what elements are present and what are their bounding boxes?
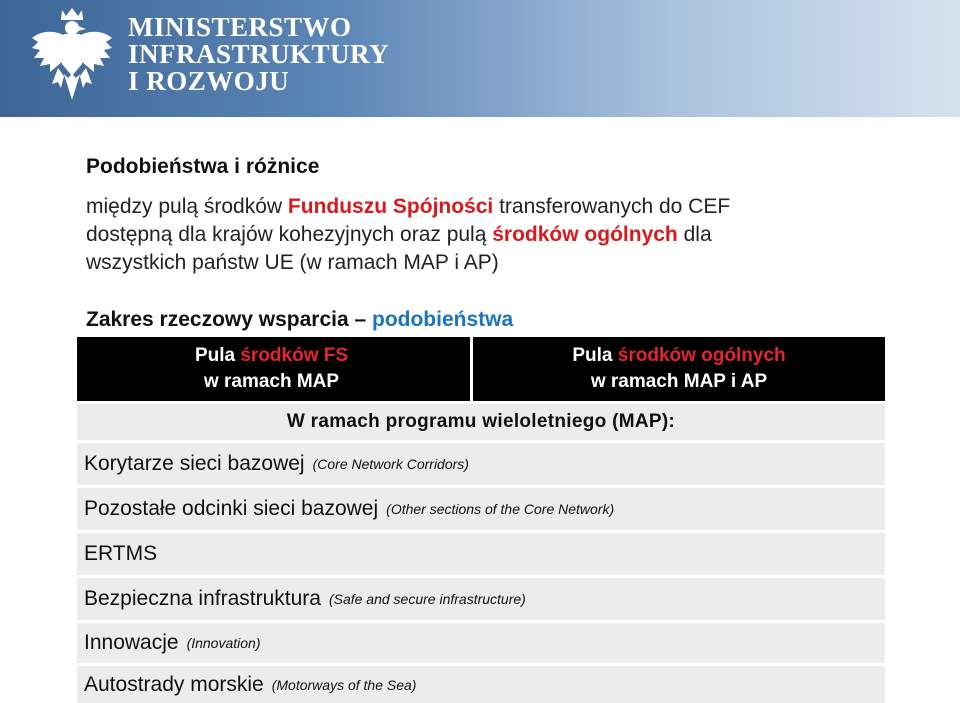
row-label: Innowacje <box>84 631 179 654</box>
row-label: Korytarze sieci bazowej <box>84 452 305 475</box>
table-row <box>77 440 885 485</box>
row-note: (Other sections of the Core Network) <box>386 501 615 517</box>
table-row <box>77 530 885 575</box>
intro-text-part: między pulą środków <box>86 195 288 218</box>
intro-line-1 <box>86 193 906 221</box>
general-funds-highlight: środków ogólnych <box>492 223 678 246</box>
header-highlight: środków ogólnych <box>617 345 786 366</box>
header-line <box>77 343 466 369</box>
ministry-line-2: INFRASTRUKTURY <box>128 39 390 69</box>
row-label: Pozostałe odcinki sieci bazowej <box>84 497 379 520</box>
row-note: (Motorways of the Sea) <box>271 677 417 693</box>
header-line: w ramach MAP <box>203 371 340 392</box>
row-note: (Core Network Corridors) <box>312 456 469 472</box>
intro-line-3: wszystkich państw UE (w ramach MAP i AP) <box>86 251 499 274</box>
header-text: Pula <box>194 345 241 366</box>
row-note: (Innovation) <box>186 635 261 651</box>
intro-text <box>86 193 906 277</box>
table-row <box>77 485 885 530</box>
table-row <box>77 575 885 620</box>
header-line: w ramach MAP i AP <box>590 371 768 392</box>
intro-line-2 <box>86 221 906 249</box>
ministry-header <box>0 0 960 117</box>
table-header-row <box>77 337 885 401</box>
comparison-table <box>77 337 885 703</box>
scope-prefix: Zakres rzeczowy wsparcia – <box>86 308 372 331</box>
intro-text-part: dostępną dla krajów kohezyjnych oraz pulą <box>86 223 493 246</box>
ministry-line-3: I ROZWOJU <box>128 66 290 96</box>
row-label: ERTMS <box>84 542 158 565</box>
header-highlight: środków FS <box>240 345 349 366</box>
header-cell-fs-pool <box>77 337 466 401</box>
intro-text-part: dla <box>677 223 712 246</box>
polish-eagle-icon <box>28 4 116 108</box>
header-cell-general-pool <box>470 337 885 401</box>
ministry-line-1: MINISTERSTWO <box>128 12 352 42</box>
cohesion-fund-highlight: Funduszu Spójności <box>287 195 494 218</box>
row-note: (Safe and secure infrastructure) <box>328 591 526 607</box>
scope-highlight: podobieństwa <box>372 308 514 331</box>
header-line <box>473 343 885 369</box>
header-text: Pula <box>572 345 618 366</box>
row-label: Autostrady morskie <box>84 673 264 696</box>
table-row <box>77 620 885 663</box>
table-row <box>77 663 885 703</box>
intro-text-part: transferowanych do CEF <box>493 195 731 218</box>
ministry-name <box>128 14 389 95</box>
table-subheader: W ramach programu wieloletniego (MAP): <box>77 401 885 440</box>
row-label: Bezpieczna infrastruktura <box>84 587 321 610</box>
slide-title: Podobieństwa i różnice <box>86 155 320 178</box>
scope-heading <box>86 308 513 332</box>
